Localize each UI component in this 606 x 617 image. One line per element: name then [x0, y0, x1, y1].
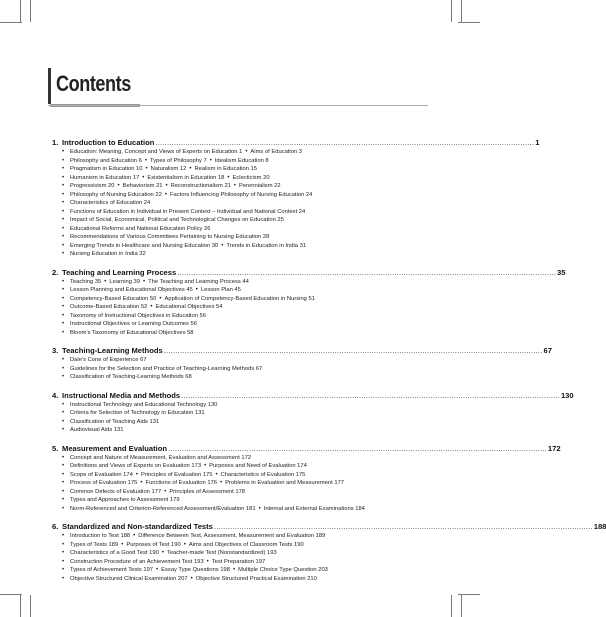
toc-chapter [52, 267, 566, 338]
chapter-number: 6. [52, 522, 59, 531]
topic-entry[interactable]: Trends in Education in India 31 [226, 242, 307, 249]
bullet-separator: • [140, 480, 143, 486]
list-item [52, 199, 426, 208]
chapter-title: Standardized and Non-standardized Tests [62, 522, 213, 531]
crop-mark [0, 22, 22, 23]
topic-entry[interactable]: Aims and Objectives of Classroom Tests 190 [188, 541, 304, 548]
topic-entry[interactable]: Humanism in Education 17 [70, 174, 140, 181]
chapter-page-number: 172 [547, 443, 561, 453]
topic-entry[interactable]: Test Preparation 197 [211, 558, 266, 565]
chapter-number: 2. [52, 267, 59, 277]
topic-entry[interactable]: Aims of Education 3 [250, 149, 302, 155]
bullet-separator: • [189, 166, 192, 172]
list-item [52, 312, 426, 321]
crop-mark [451, 0, 452, 22]
topic-entry[interactable]: Classification of Teaching Aids 131 [70, 418, 160, 425]
bullet-separator: • [195, 287, 198, 293]
list-item [52, 454, 426, 463]
toc-chapter [52, 346, 552, 382]
topic-entry[interactable]: Norm-Referenced and Criterion-Referenced Assessment/Evaluation 181 [70, 505, 256, 512]
bullet-separator: • [117, 183, 120, 189]
chapter-title: Introduction to Education [62, 138, 155, 147]
list-item [52, 532, 426, 541]
topic-entry[interactable]: Objective Structured Practical Examination 210 [195, 575, 317, 582]
chapter-page-number: 1 [535, 138, 540, 147]
topic-entry[interactable]: Audiovisual Aids 131 [70, 427, 124, 433]
chapter-heading-row[interactable] [52, 267, 566, 278]
topic-entry[interactable]: Philosophy of Nursing Education 22 [70, 191, 162, 198]
topic-entry[interactable]: Lesson Planning and Educational Objectives 45 [70, 287, 193, 293]
table-of-contents [52, 138, 606, 583]
topic-entry[interactable]: Reconstructionalism 21 [170, 183, 231, 189]
topic-entry[interactable]: Definitions and Views of Experts on Evaluation 173 [70, 463, 202, 469]
topic-entry[interactable]: Functions of Education in Individual in Present Context – Individual and National Context 24 [70, 208, 306, 215]
topic-entry[interactable]: Nursing Education in India 32 [70, 251, 146, 257]
list-item [52, 286, 426, 295]
list-item [52, 409, 426, 418]
list-item [52, 191, 426, 200]
topic-entry[interactable]: Perennialism 22 [239, 183, 281, 189]
topic-entry[interactable]: Internal and External Examinations 184 [263, 505, 365, 512]
list-item [52, 165, 426, 174]
topic-entry[interactable]: Progressivism 20 [70, 183, 115, 189]
list-item [52, 488, 426, 497]
topic-entry[interactable]: Recommendations of Various Committees Pertaining to Nursing Education 28 [70, 234, 270, 240]
bullet-separator: • [133, 533, 136, 539]
bullet-separator: • [135, 471, 138, 478]
toc-chapter [52, 138, 540, 259]
bullet-separator: • [104, 278, 107, 285]
chapter-page-number: 188 [593, 522, 606, 531]
dot-leader: .................................................................................................................................................................... [168, 443, 547, 453]
bullet-separator: • [245, 149, 248, 155]
topic-list [52, 278, 426, 338]
bullet-separator: • [227, 174, 230, 181]
heading-rule [48, 105, 428, 106]
topic-entry[interactable]: Existentialism in Education 18 [147, 174, 225, 181]
toc-chapter [52, 522, 606, 583]
list-item [52, 242, 426, 251]
list-item [52, 566, 426, 575]
topic-entry[interactable]: Objective Structured Clinical Examination 207 [70, 575, 188, 582]
list-item [52, 216, 426, 225]
bullet-separator: • [209, 157, 212, 164]
topic-entry[interactable]: Scope of Evaluation 174 [70, 471, 133, 478]
bullet-separator: • [233, 567, 236, 573]
topic-entry[interactable]: Types of Tests 189 [70, 541, 119, 548]
list-item [52, 401, 426, 410]
topic-entry[interactable]: Instructional Objectives or Learning Outcomes 56 [70, 321, 197, 327]
bullet-separator: • [233, 183, 237, 189]
bullet-separator: • [159, 295, 162, 302]
list-item [52, 575, 426, 584]
chapter-heading-row[interactable] [52, 522, 606, 532]
page-title: Contents [56, 71, 131, 96]
topic-entry[interactable]: Multiple Choice Type Question 203 [238, 567, 328, 573]
crop-mark [451, 595, 452, 617]
topic-entry[interactable]: Criteria for Selection of Technology in Education 131 [70, 410, 205, 416]
list-item [52, 225, 426, 234]
toc-chapter [52, 443, 561, 514]
topic-entry[interactable]: Emerging Trends in Healthcare and Nursing Education 30 [70, 242, 219, 249]
crop-mark [20, 595, 21, 617]
topic-entry[interactable]: Purposes of Test 190 [126, 541, 181, 548]
list-item [52, 208, 426, 217]
topic-entry[interactable]: Essay Type Questions 198 [161, 567, 230, 573]
list-item [52, 182, 426, 191]
list-item [52, 426, 426, 435]
dot-leader: .................................................................................................................................................................... [181, 390, 560, 400]
heading-accent-bar [48, 68, 51, 104]
bullet-separator: • [183, 541, 186, 548]
topic-entry[interactable]: Types and Approaches to Assessment 179 [70, 497, 180, 503]
list-item [52, 558, 426, 567]
topic-entry[interactable]: Types of Philosophy 7 [149, 157, 207, 164]
topic-entry[interactable]: Guidelines for the Selection and Practice of Teaching-Learning Methods 67 [70, 365, 263, 372]
topic-list [52, 148, 426, 259]
bullet-separator: • [220, 480, 223, 486]
bullet-separator: • [190, 575, 193, 582]
topic-entry[interactable]: Competency-Based Education 50 [70, 295, 157, 302]
topic-entry[interactable]: Problems in Evaluation and Measurement 177 [225, 480, 345, 486]
list-item [52, 233, 426, 242]
topic-entry[interactable]: Dale’s Cone of Experience 67 [70, 357, 147, 363]
topic-entry[interactable]: Classification of Teaching-Learning Methods 68 [70, 374, 192, 380]
topic-entry[interactable]: Principles of Evaluation 175 [140, 471, 213, 478]
topic-entry[interactable]: Lesson Plan 45 [200, 287, 241, 293]
topic-entry[interactable]: Realism in Education 15 [194, 166, 257, 172]
bullet-separator: • [258, 505, 261, 512]
topic-entry[interactable]: Difference Between Test, Assessment, Measurement and Evaluation 189 [138, 533, 326, 539]
crop-mark [461, 595, 462, 617]
topic-entry[interactable]: Educational Objectives 54 [155, 304, 223, 310]
topic-entry[interactable]: Types of Achievement Tests 197 [70, 567, 154, 573]
topic-entry[interactable]: Learning 39 [109, 278, 140, 285]
topic-entry[interactable]: Teacher-made Test (Nonstandardized) 193 [166, 550, 277, 556]
chapter-title: Instructional Media and Methods [62, 390, 181, 400]
topic-entry[interactable]: Introduction to Test 188 [70, 533, 131, 539]
chapter-page-number: 35 [557, 267, 566, 277]
bullet-separator: • [121, 541, 124, 548]
chapter-number: 1. [52, 138, 59, 147]
topic-entry[interactable]: Characteristics of a Good Test 190 [70, 550, 159, 556]
topic-entry[interactable]: Construction Procedure of an Achievement Test 193 [70, 558, 204, 565]
crop-mark [20, 0, 21, 22]
topic-entry[interactable]: Functions of Evaluation 176 [145, 480, 218, 486]
topic-entry[interactable]: Instructional Technology and Educational Technology 130 [70, 401, 218, 408]
list-item [52, 373, 426, 382]
bullet-separator: • [156, 567, 159, 573]
bullet-separator: • [164, 488, 167, 495]
chapter-title: Measurement and Evaluation [62, 443, 168, 453]
topic-entry[interactable]: Eclecticism 20 [232, 174, 270, 181]
dot-leader: .................................................................................................................................................................... [213, 522, 593, 531]
chapter-heading-row[interactable] [52, 443, 561, 454]
list-item [52, 157, 426, 166]
topic-entry[interactable]: The Teaching and Learning Process 44 [148, 278, 249, 285]
topic-entry[interactable]: Taxonomy of Instructional Objectives in Education 56 [70, 312, 206, 319]
bullet-separator: • [161, 550, 164, 556]
list-item [52, 303, 426, 312]
bullet-separator: • [164, 191, 167, 198]
topic-entry[interactable]: Characteristics of Evaluation 175 [220, 471, 306, 478]
chapter-heading-row[interactable] [52, 390, 574, 401]
list-item [52, 148, 426, 157]
list-item [52, 541, 426, 550]
topic-entry[interactable]: Education: Meaning, Concept and Views of Experts on Education 1 [70, 149, 243, 155]
topic-entry[interactable]: Teaching 35 [70, 278, 102, 285]
list-item [52, 250, 426, 259]
bullet-separator: • [144, 157, 147, 164]
dot-leader: .................................................................................................................................................................... [177, 267, 557, 277]
topic-entry[interactable]: Factors Influencing Philosophy of Nursing Education 24 [169, 191, 313, 198]
bullet-separator: • [143, 278, 146, 285]
bullet-separator: • [221, 242, 224, 249]
chapter-title: Teaching and Learning Process [62, 267, 177, 277]
list-item [52, 278, 426, 287]
bullet-separator: • [215, 471, 218, 478]
bullet-separator: • [150, 304, 153, 310]
topic-entry[interactable]: Idealism Education 8 [214, 157, 269, 164]
crop-mark [458, 22, 480, 23]
topic-list [52, 356, 426, 382]
chapter-heading-row[interactable] [52, 138, 540, 148]
list-item [52, 365, 426, 374]
list-item [52, 329, 426, 338]
list-item [52, 320, 426, 329]
chapter-number: 3. [52, 346, 59, 355]
topic-entry[interactable]: Principles of Assessment 178 [169, 488, 246, 495]
topic-entry[interactable]: Behaviorism 21 [122, 183, 163, 189]
list-item [52, 505, 426, 514]
topic-list [52, 401, 426, 435]
bullet-separator: • [204, 463, 207, 469]
list-item [52, 418, 426, 427]
topic-entry[interactable]: Impact of Social, Economical, Political and Technological Changes on Education 25 [70, 217, 284, 223]
list-item [52, 549, 426, 558]
chapter-page-number: 67 [543, 346, 552, 355]
crop-mark [30, 0, 31, 22]
list-item [52, 496, 426, 505]
bullet-separator: • [145, 166, 148, 172]
topic-entry[interactable]: Application of Competency-Based Education in Nursing 51 [164, 295, 315, 302]
chapter-number: 4. [52, 390, 59, 400]
bullet-separator: • [206, 558, 209, 565]
topic-entry[interactable]: Common Defects of Evaluation 177 [70, 488, 162, 495]
list-item [52, 174, 426, 183]
dot-leader: .................................................................................................................................................................... [155, 138, 535, 147]
topic-entry[interactable]: Outcome-Based Education 52 [70, 304, 148, 310]
bullet-separator: • [142, 174, 145, 181]
topic-list [52, 454, 426, 514]
chapter-title: Teaching-Learning Methods [62, 346, 163, 355]
topic-entry[interactable]: Educational Reforms and National Education Policy 26 [70, 225, 211, 232]
chapter-page-number: 130 [560, 390, 574, 400]
chapter-number: 5. [52, 443, 59, 453]
crop-mark [30, 595, 31, 617]
topic-entry[interactable]: Concept and Nature of Measurement, Evaluation and Assessment 172 [70, 454, 252, 461]
topic-entry[interactable]: Philosophy and Education 6 [70, 157, 142, 164]
topic-entry[interactable]: Bloom’s Taxonomy of Educational Objectives 58 [70, 329, 194, 336]
topic-entry[interactable]: Characteristics of Education 24 [70, 200, 151, 206]
topic-entry[interactable]: Pragmatism in Education 10 [70, 166, 143, 172]
list-item [52, 356, 426, 365]
list-item [52, 295, 426, 304]
bullet-separator: • [165, 183, 168, 189]
chapter-heading-row[interactable] [52, 346, 552, 356]
list-item [52, 479, 426, 488]
topic-entry[interactable]: Naturalism 12 [150, 166, 187, 172]
toc-chapter [52, 390, 574, 435]
topic-list [52, 532, 426, 583]
dot-leader: .................................................................................................................................................................... [163, 346, 543, 355]
list-item [52, 462, 426, 471]
topic-entry[interactable]: Purposes and Need of Evaluation 174 [209, 463, 307, 469]
crop-mark [461, 0, 462, 22]
list-item [52, 471, 426, 480]
topic-entry[interactable]: Process of Evaluation 175 [70, 480, 138, 486]
crop-mark [0, 594, 22, 595]
